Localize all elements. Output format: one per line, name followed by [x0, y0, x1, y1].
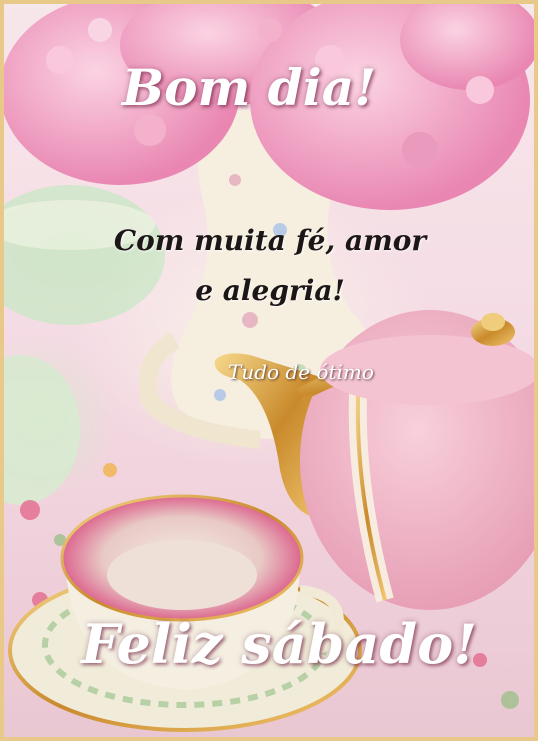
- message-line-2: e alegria!: [195, 274, 345, 307]
- greeting-bottom: Feliz sábado!: [81, 612, 477, 676]
- message-line-1: Com muita fé, amor: [113, 224, 427, 257]
- greeting-top: Bom dia!: [121, 58, 377, 117]
- signature: Tudo de ótimo: [228, 360, 374, 384]
